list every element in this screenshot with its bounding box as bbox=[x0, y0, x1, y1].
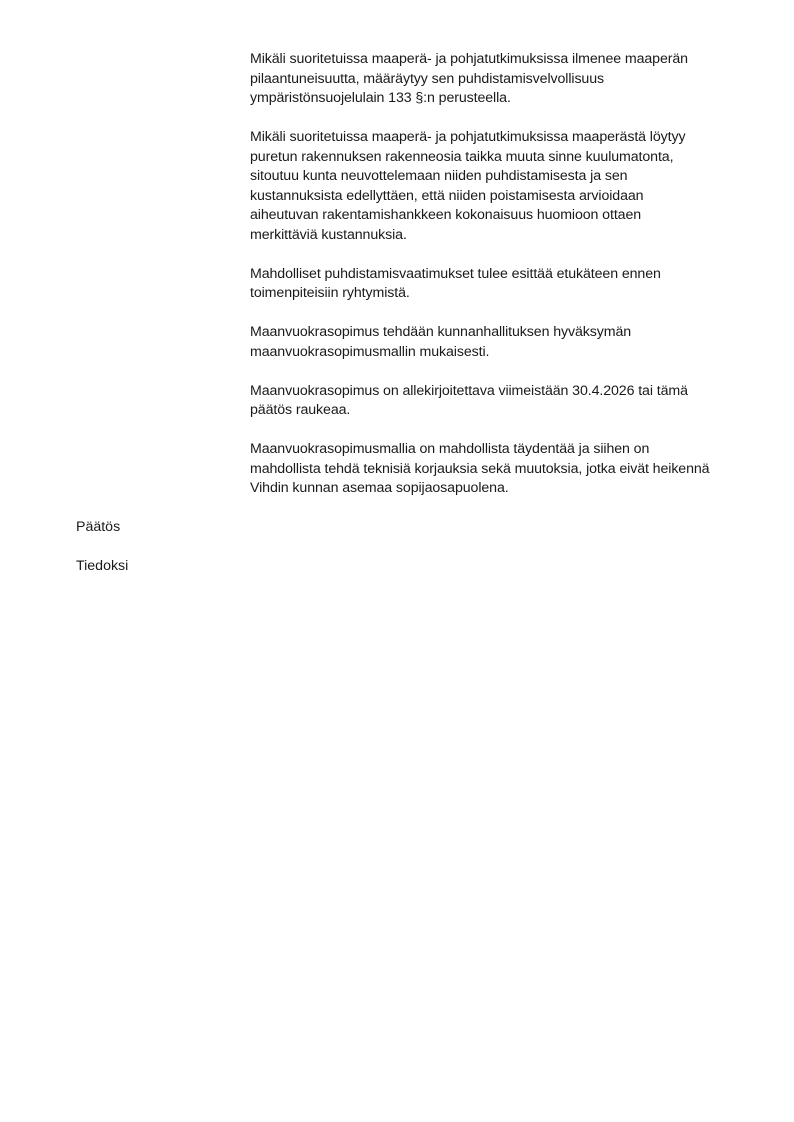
paragraph-signing-deadline: Maanvuokrasopimus on allekirjoitettava viimeistään 30.4.2026 tai tämä päätös raukeaa. bbox=[250, 382, 688, 418]
paragraph-lease-template: Maanvuokrasopimus tehdään kunnanhallituksen hyväksymän maanvuokrasopimusmallin mukaisesti. bbox=[250, 324, 632, 360]
paragraph-soil-contamination: Mikäli suoritetuissa maaperä- ja pohjatutkimuksissa ilmenee maaperän pilaantuneisuutta, määräytyy sen puhdistamisvelvollisuus ympäristönsuojelulain 133 §:n perusteella. bbox=[250, 51, 688, 106]
paragraph-cleanup-requirements: Mahdolliset puhdistamisvaatimukset tulee esittää etukäteen ennen toimenpiteisiin ryhtymistä. bbox=[250, 265, 661, 301]
paragraph-building-debris: Mikäli suoritetuissa maaperä- ja pohjatutkimuksissa maaperästä löytyy puretun rakennuksen rakenneosia taikka muuta sinne kuulumatonta, sitoutuu kunta neuvottelemaan niiden puhdistamisesta ja sen kustannuksista edellyttäen, että niiden poistamisesta arvioidaan aiheutuvan rakentamishankkeen kokonaisuus huomioon ottaen merkittäviä kustannuksia. bbox=[250, 129, 686, 243]
decision-proposal-text bbox=[250, 50, 740, 518]
paragraph-template-amendments: Maanvuokrasopimusmallia on mahdollista täydentää ja siihen on mahdollista tehdä teknisiä korjauksia sekä muutoksia, jotka eivät heikennä Vihdin kunnan asemaa sopijaosapuolena. bbox=[250, 441, 710, 496]
for-information-label: Tiedoksi bbox=[76, 558, 129, 574]
decision-label: Päätös bbox=[76, 519, 121, 535]
